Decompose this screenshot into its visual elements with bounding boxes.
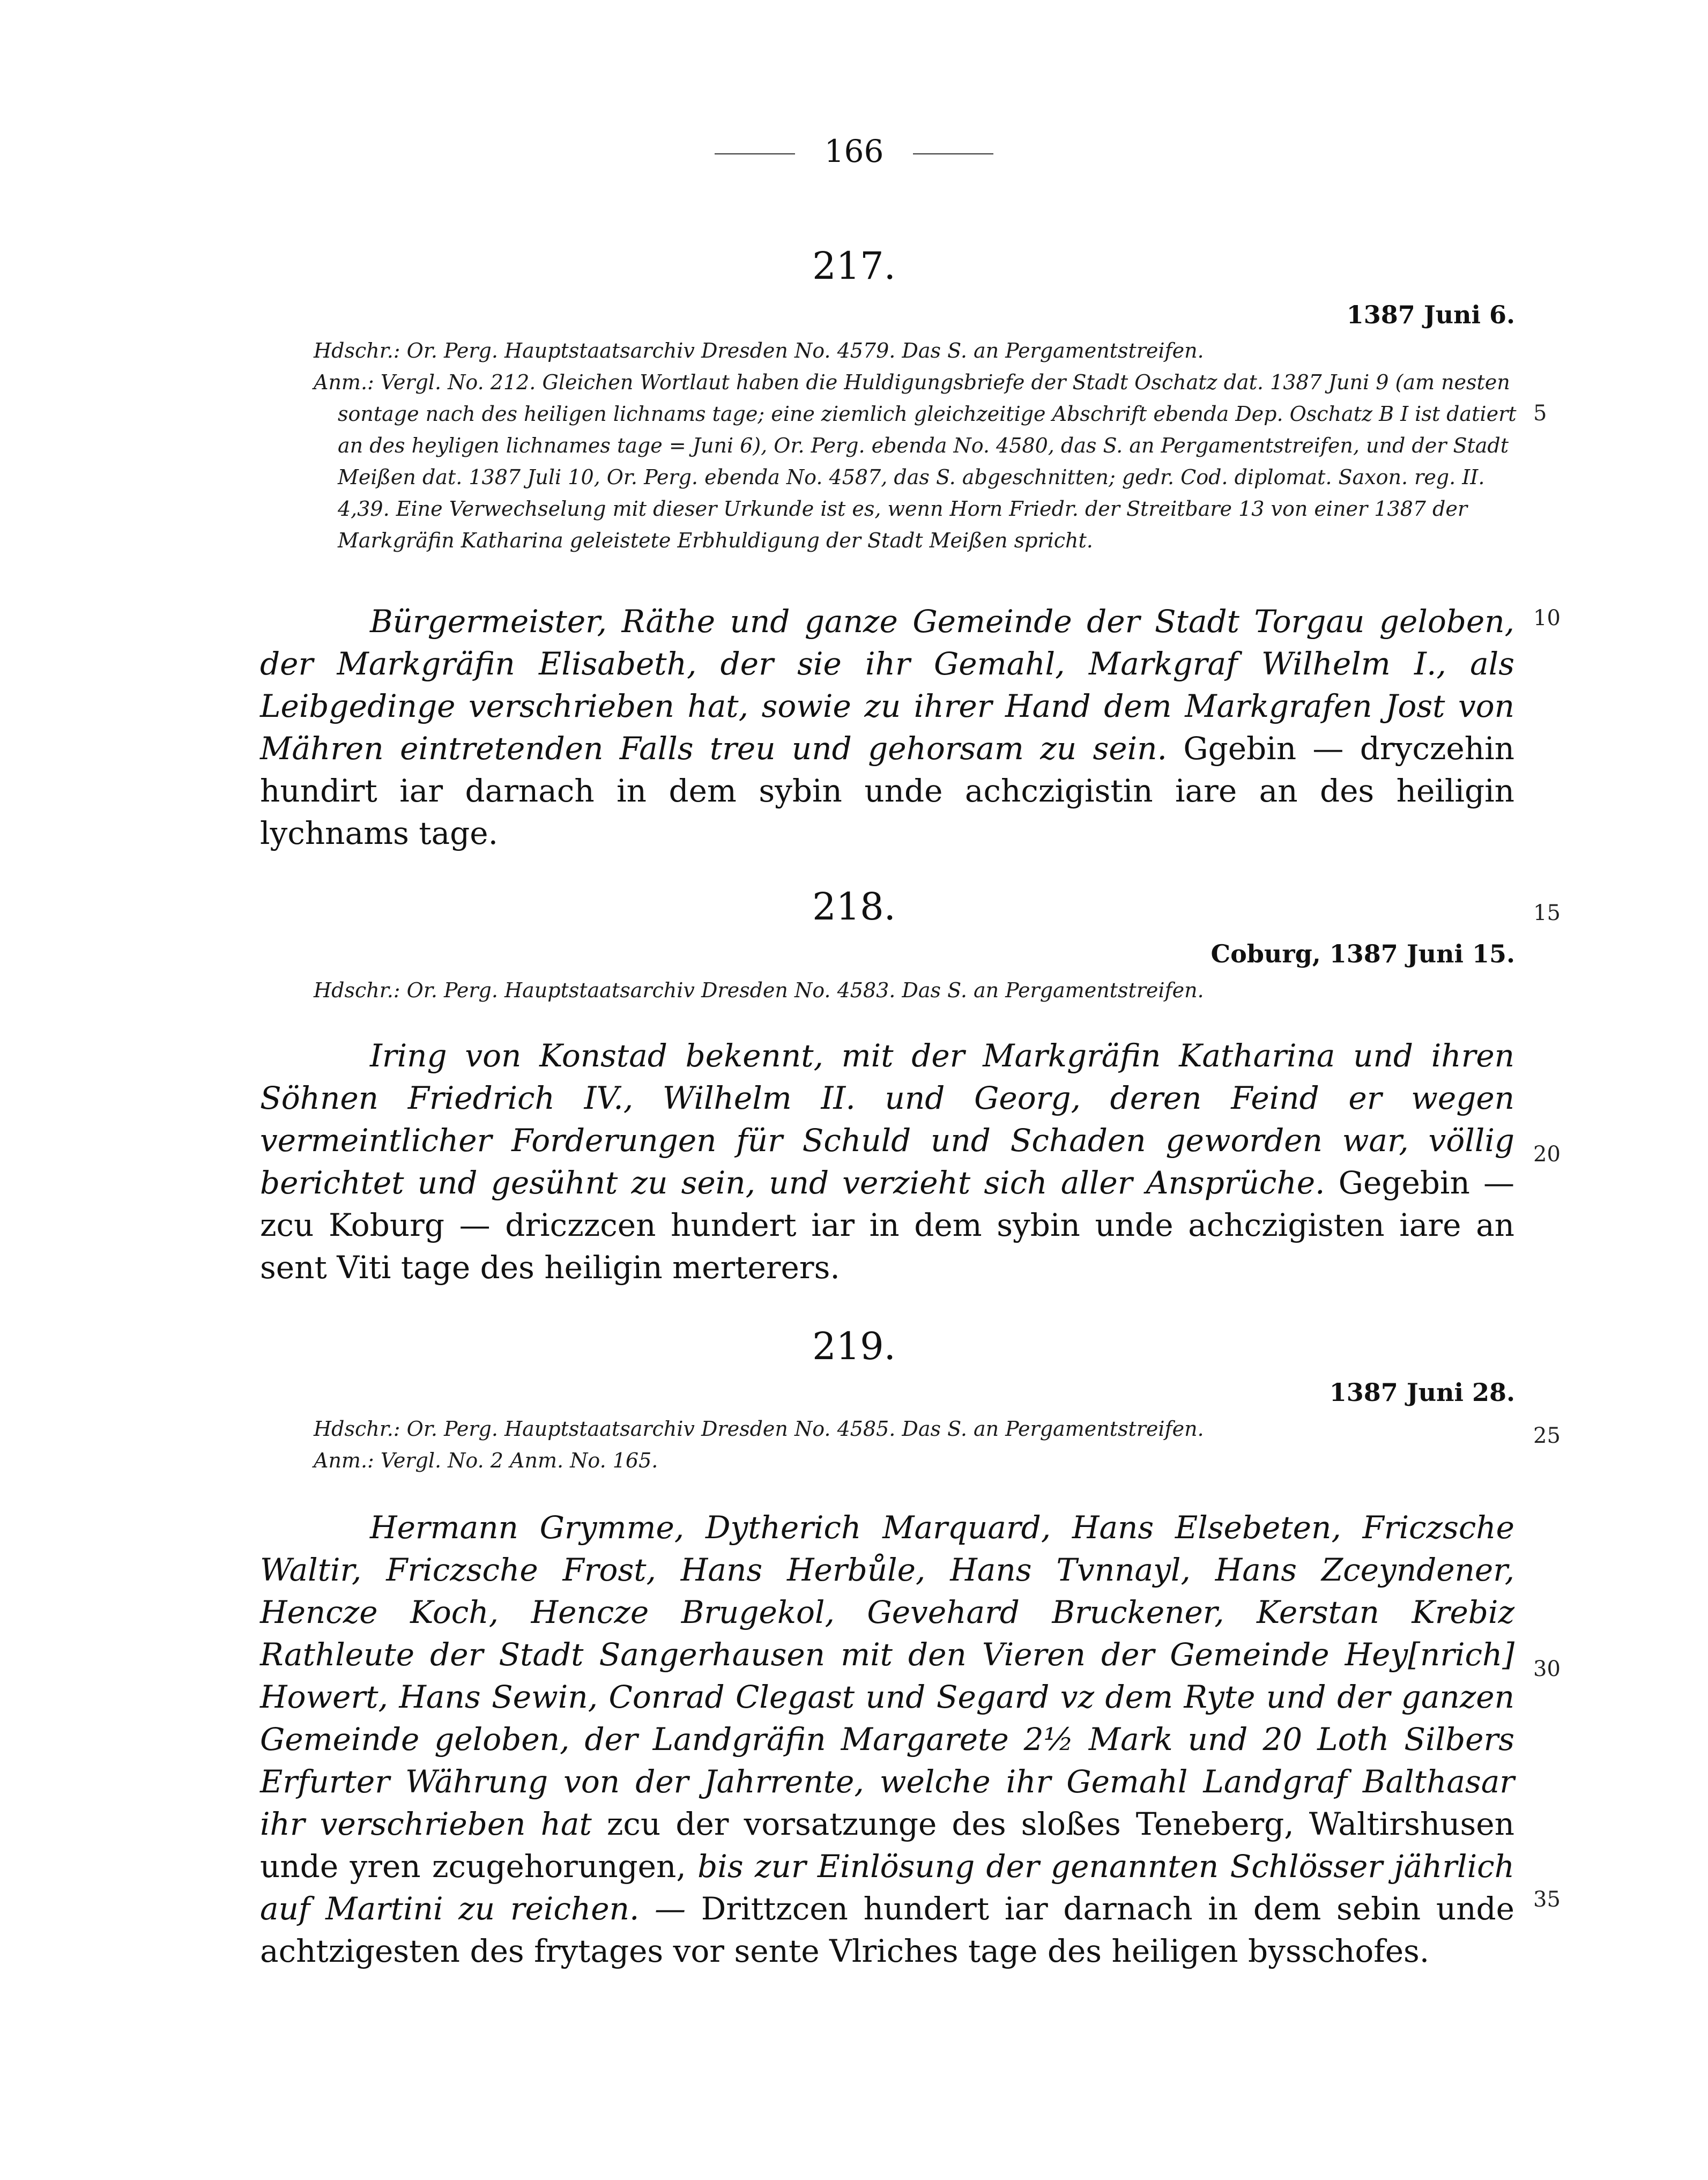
document-number: 219. <box>812 1324 896 1368</box>
document-regest <box>260 1507 1514 1973</box>
document-date: Coburg, 1387 Juni 15. <box>1211 939 1515 968</box>
regest-summary-end: bis zur Einlösung der genannten Schlösser jährlich auf Martini zu reichen. — <box>260 1848 1514 1927</box>
document-regest <box>260 1035 1514 1289</box>
regest-quote: Gegebin — zcu Koburg — driczzcen hundert iar in dem sybin unde achczigisten iare an sent Viti tage des heiligin merterers. <box>260 1165 1515 1286</box>
regest-summary: Hermann Grymme, Dytherich Marquard, Hans Elsebeten, Friczsche Waltir, Friczsche Frost, Hans Herbůle, Hans Tvnnayl, Hans Zceyndener, Hencze Koch, Hencze Brugekol, Gevehard Bruckener, Kerstan Krebiz Rathleute der Stadt Sangerhausen mit den Vieren der Gemeinde Hey[nrich] Howert, Hans Sewin, Conrad Clegast und Segard vz dem Ryte und der ganzen Gemeinde geloben, der Landgräfin Margarete 2½ Mark und 20 Loth Silbers Erfurter Währung von der Jahrrente, welche ihr Gemahl Landgraf Balthasar ihr verschrieben hat <box>260 1509 1514 1842</box>
document-note: Anm.: Vergl. No. 2 Anm. No. 165. <box>314 1449 658 1472</box>
document-regest <box>260 600 1514 855</box>
line-number: 35 <box>1533 1887 1561 1912</box>
document-note: Hdschr.: Or. Perg. Hauptstaatsarchiv Dresden No. 4579. Das S. an Pergamentstreifen. <box>314 339 1204 362</box>
page-number-text: 166 <box>824 133 884 169</box>
regest-summary: Iring von Konstad bekennt, mit der Markgräfin Katharina und ihren Söhnen Friedrich IV., Wilhelm II. und Georg, deren Feind er wegen vermeintlicher Forderungen für Schuld und Schaden geworden war, völlig berichtet und gesühnt zu sein, und verzieht sich aller Ansprüche. <box>260 1037 1514 1201</box>
line-number: 10 <box>1533 606 1561 631</box>
line-number: 20 <box>1533 1142 1561 1167</box>
regest-quote: zcu der vorsatzunge des sloßes Teneberg, Waltirshusen unde yren zcugehorungen, <box>260 1806 1514 1885</box>
document-number: 218. <box>812 885 896 929</box>
document-date: 1387 Juni 28. <box>1329 1378 1515 1407</box>
document-date: 1387 Juni 6. <box>1346 300 1515 329</box>
document-note: Hdschr.: Or. Perg. Hauptstaatsarchiv Dresden No. 4583. Das S. an Pergamentstreifen. <box>314 978 1204 1002</box>
document-note: Hdschr.: Or. Perg. Hauptstaatsarchiv Dresden No. 4585. Das S. an Pergamentstreifen. <box>314 1417 1204 1441</box>
rule-left <box>715 153 795 154</box>
page-number <box>0 133 1708 169</box>
line-number: 30 <box>1533 1657 1561 1681</box>
rule-right <box>913 153 993 154</box>
document-note: Anm.: Vergl. No. 212. Gleichen Wortlaut haben die Huldigungsbriefe der Stadt Oschatz dat. 1387 Juni 9 (am nesten sontage nach des heiligen lichnams tage; eine ziemlich gleichzeitige Abschrift ebenda Dep. Oschatz B I ist datiert an des heyligen lichnames tage = Juni 6), Or. Perg. ebenda No. 4580, das S. an Pergamentstreifen, und der Stadt Meißen dat. 1387 Juli 10, Or. Perg. ebenda No. 4587, das S. abgeschnitten; gedr. Cod. diplomat. Saxon. reg. II. 4,39. Eine Verwechselung mit dieser Urkunde ist es, wenn Horn Friedr. der Streitbare 13 von einer 1387 der Markgräfin Katharina geleistete Erbhuldigung der Stadt Meißen spricht. <box>314 370 1517 552</box>
document-number: 217. <box>812 244 896 288</box>
regest-quote: Drittzcen hundert iar darnach in dem sebin unde achtzigesten des frytages vor sente Vlriches tage des heiligen bysschofes. <box>260 1890 1514 1969</box>
line-number: 15 <box>1533 901 1561 925</box>
regest-summary: Bürgermeister, Räthe und ganze Gemeinde der Stadt Torgau geloben, der Markgräfin Elisabeth, der sie ihr Gemahl, Markgraf Wilhelm I., als Leibgedinge verschrieben hat, sowie zu ihrer Hand dem Markgrafen Jost von Mähren eintretenden Falls treu und gehorsam zu sein. <box>260 603 1514 767</box>
line-number: 25 <box>1533 1423 1561 1448</box>
line-number: 5 <box>1533 401 1547 426</box>
regest-quote: Ggebin — dryczehin hundirt iar darnach in dem sybin unde achczigistin iare an des heiligin lychnams tage. <box>260 730 1515 851</box>
